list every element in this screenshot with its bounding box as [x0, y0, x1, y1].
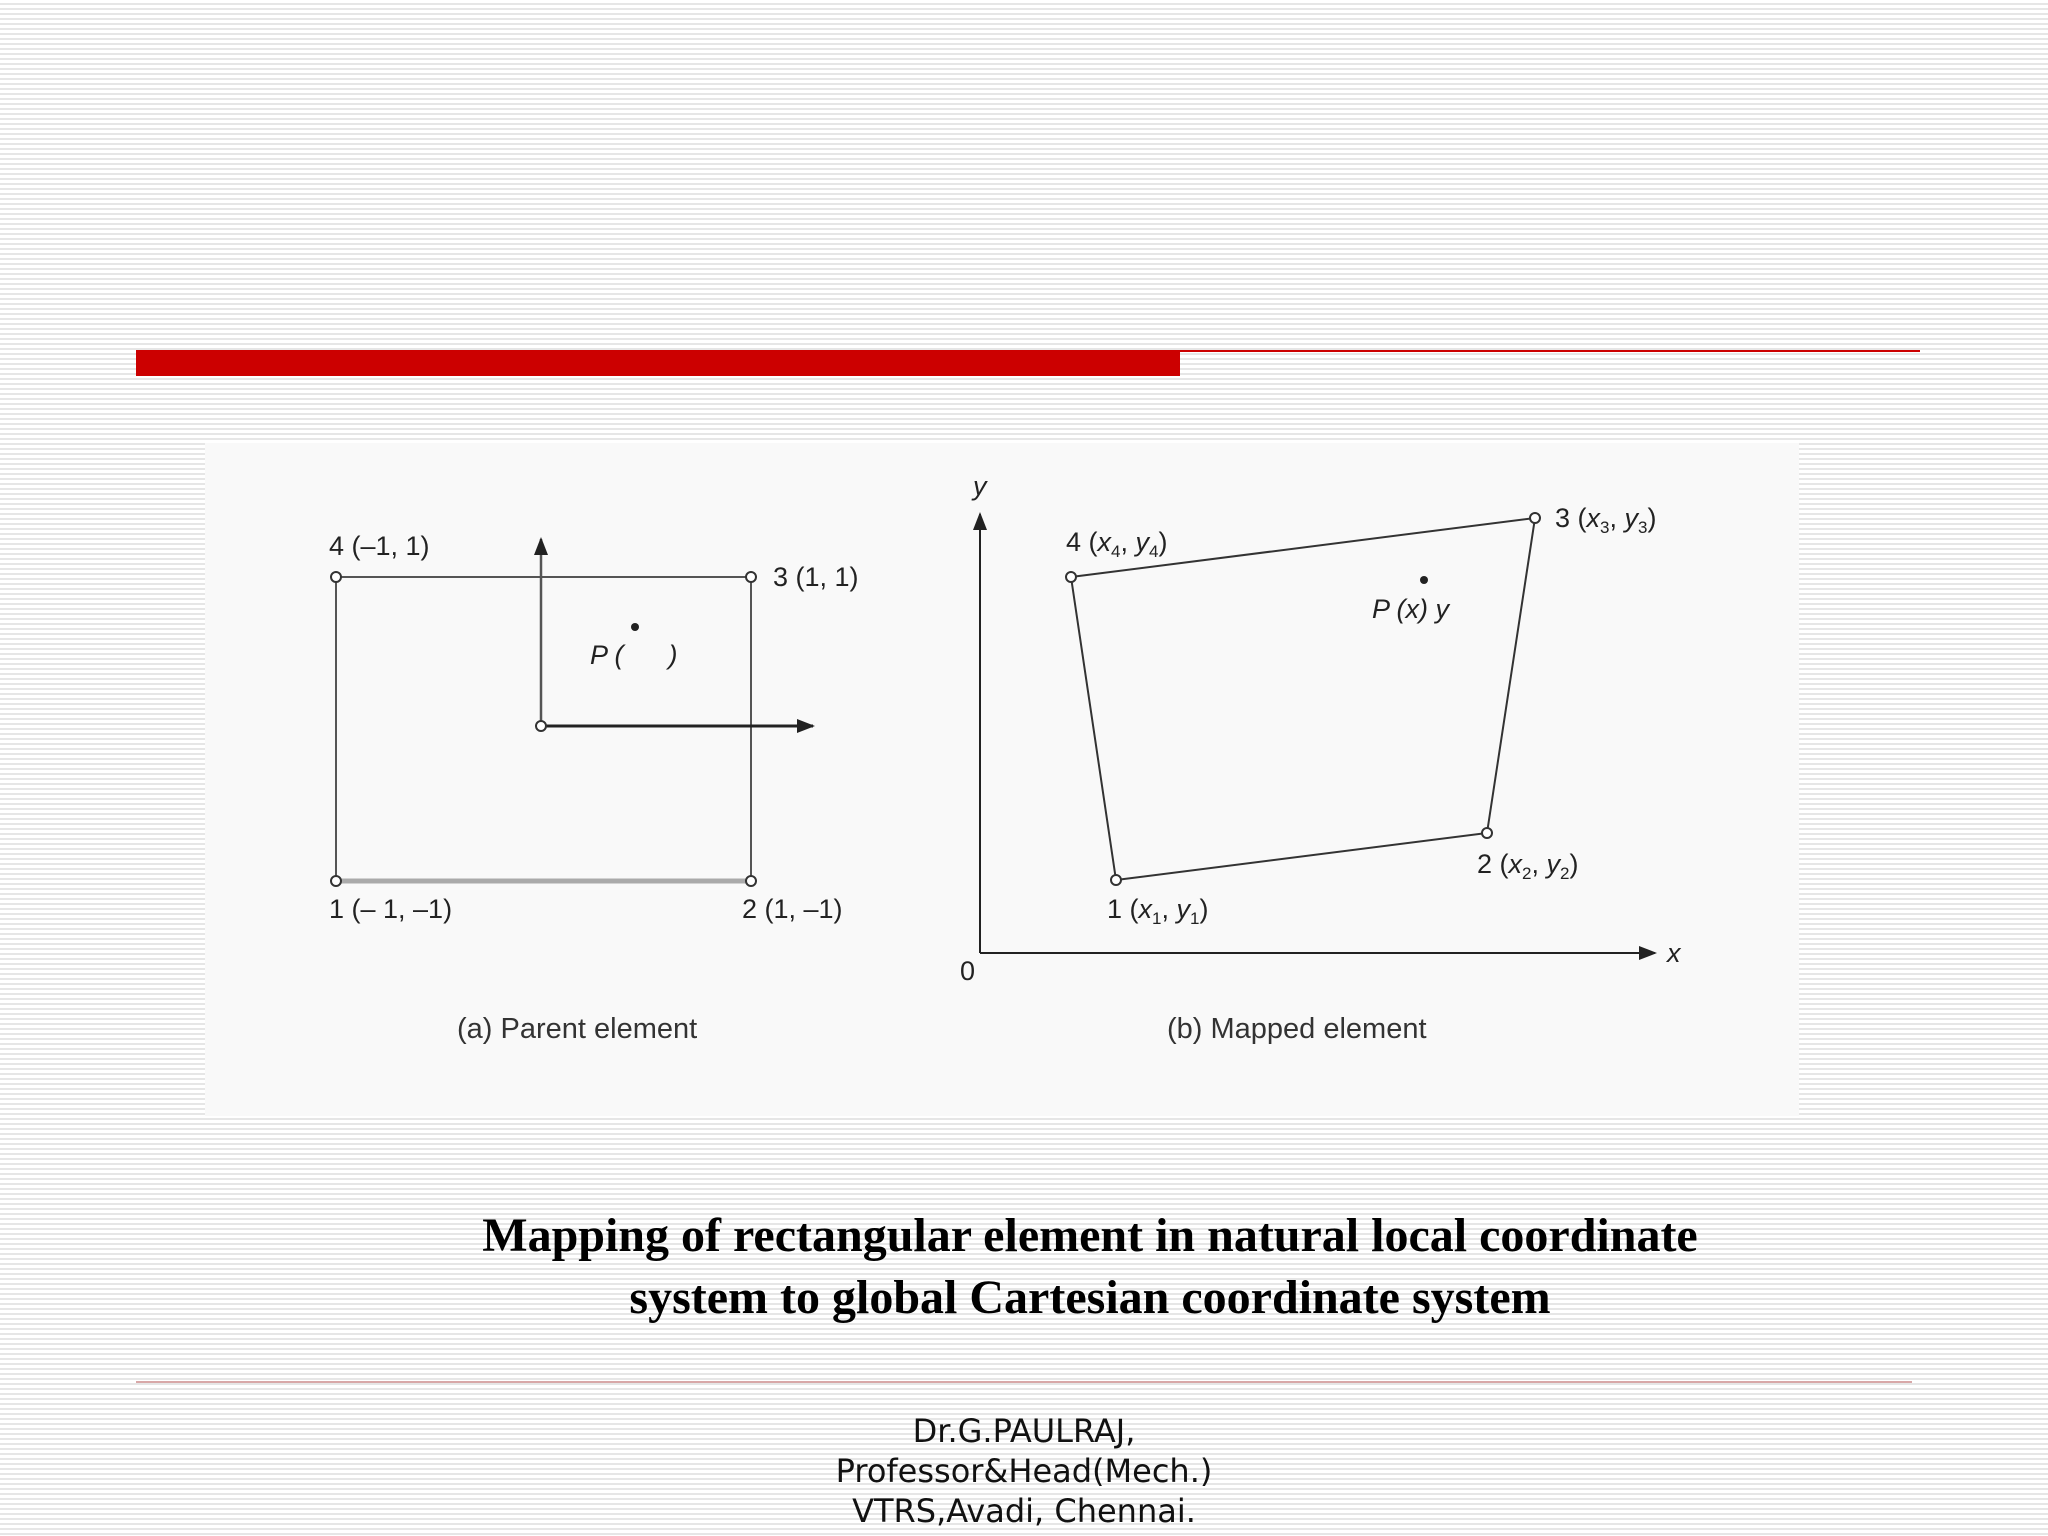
caption-line-1: Mapping of rectangular element in natural local coordinate	[482, 1209, 1698, 1262]
parent-point-p	[631, 623, 639, 631]
mapped-element-caption: (b) Mapped element	[1167, 1013, 1427, 1045]
parent-node-4-label: 4 (–1, 1)	[329, 531, 430, 561]
mapped-node-3	[1530, 513, 1540, 523]
footer-institution: VTRS,Avadi, Chennai.	[852, 1492, 1196, 1530]
title-accent-line	[1180, 350, 1920, 352]
parent-element-diagram	[329, 531, 859, 1045]
mapped-node-4-label: 4 ($x_4$, $y_4$)	[1066, 527, 1168, 561]
y-axis-label: y	[973, 471, 987, 501]
mapped-point-p	[1420, 576, 1428, 584]
footer-designation: Professor&Head(Mech.)	[835, 1452, 1213, 1490]
parent-node-2	[746, 876, 756, 886]
figure-panel	[205, 443, 1799, 1116]
parent-origin-node	[536, 721, 546, 731]
mapped-node-1-label: 1 ($x_1$, $y_1$)	[1107, 894, 1209, 928]
footer-rule	[136, 1381, 1912, 1383]
origin-label: 0	[960, 956, 976, 986]
mapped-quadrilateral	[1071, 518, 1535, 880]
mapped-node-1	[1111, 875, 1121, 885]
parent-node-2-label: 2 (1, –1)	[742, 894, 843, 924]
mapped-element-diagram	[960, 471, 1682, 1045]
parent-node-3-label: 3 (1, 1)	[773, 562, 859, 592]
mapped-node-4	[1066, 572, 1076, 582]
slide-caption	[200, 1205, 1980, 1329]
caption-line-2: system to global Cartesian coordinate system	[629, 1271, 1551, 1324]
parent-node-1	[331, 876, 341, 886]
mapped-node-3-label: 3 ($x_3$, $y_3$)	[1555, 503, 1657, 537]
author-footer	[724, 1411, 1324, 1531]
mapped-node-2-label: 2 ($x_2$, $y_2$)	[1477, 849, 1579, 883]
parent-node-3	[746, 572, 756, 582]
parent-node-4	[331, 572, 341, 582]
parent-element-caption: (a) Parent element	[457, 1013, 698, 1045]
parent-point-label: P ( )	[590, 640, 678, 670]
mapped-point-label: P (x) y	[1372, 594, 1449, 624]
parent-node-1-label: 1 (– 1, –1)	[329, 894, 453, 924]
mapped-node-2	[1482, 828, 1492, 838]
footer-author: Dr.G.PAULRAJ,	[912, 1412, 1136, 1450]
element-mapping-diagram	[205, 443, 1799, 1116]
title-accent-bar	[136, 350, 1180, 376]
x-axis-label: x	[1667, 938, 1681, 968]
